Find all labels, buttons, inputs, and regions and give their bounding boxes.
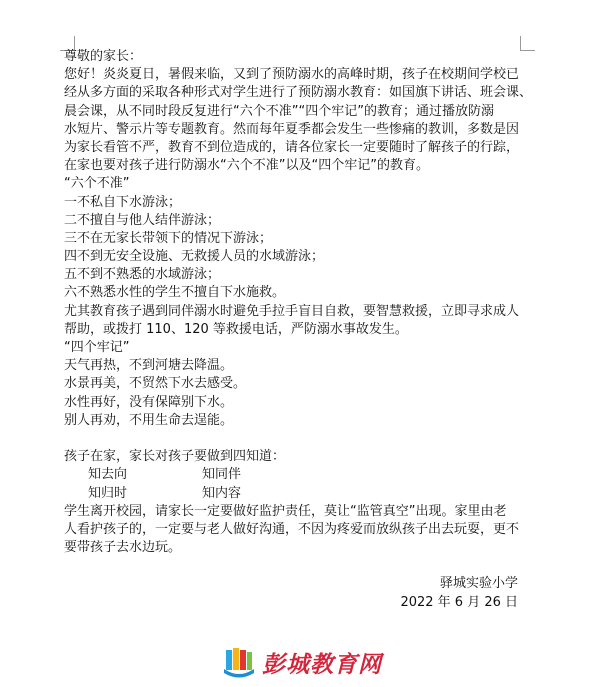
four-know-item: 知同伴 bbox=[202, 467, 242, 483]
four-remember-item: 水性再好，没有保障别下水。 bbox=[64, 394, 234, 410]
six-rules-title: “六个不准” bbox=[64, 176, 130, 192]
four-remember-title: “四个牢记” bbox=[64, 340, 130, 355]
watermark-logo bbox=[222, 645, 382, 679]
para1-line: 晨会课，从不同时段反复进行“六个不准”“四个牢记”的教育；通过播放防溺 bbox=[64, 103, 494, 119]
rescue-line: 帮助，或拨打 110、120 等救援电话，严防溺水事故发生。 bbox=[64, 321, 408, 337]
six-rule-item: 一不私自下水游泳； bbox=[64, 194, 182, 210]
para1-line: 经从多方面的采取各种形式对学生进行了预防溺水教育：如国旗下讲话、班会课、 bbox=[64, 85, 533, 101]
blank-line bbox=[64, 430, 530, 448]
greeting: 尊敬的家长： bbox=[64, 49, 143, 64]
six-rule-item: 六不熟悉水性的学生不擅自下水施救。 bbox=[64, 285, 286, 301]
four-know-row bbox=[64, 466, 530, 484]
para1-line: 在家也要对孩子进行防溺水“六个不准”以及“四个牢记”的教育。 bbox=[64, 158, 429, 174]
four-know-item: 知内容 bbox=[202, 485, 242, 501]
open-book-icon bbox=[222, 645, 256, 679]
para1-line: 水短片、警示片等专题教育。然而每年夏季都会发生一些惨痛的教训，多数是因 bbox=[64, 121, 520, 137]
letter-body bbox=[64, 48, 533, 612]
six-rule-item: 四不到无安全设施、无救援人员的水域游泳； bbox=[64, 249, 325, 265]
rescue-line: 尤其教育孩子遇到同伴溺水时避免手拉手盲目自救，要智慧救援，立即寻求成人 bbox=[64, 303, 520, 319]
closing-line: 要带孩子去水边玩。 bbox=[64, 540, 182, 556]
four-know-row bbox=[64, 485, 530, 503]
six-rule-item: 三不在无家长带领下的情况下游泳； bbox=[64, 230, 273, 246]
four-remember-item: 水景再美，不贸然下水去感受。 bbox=[64, 376, 247, 392]
four-remember-item: 天气再热，不到河塘去降温。 bbox=[64, 358, 234, 374]
watermark-text: 彭城教育网 bbox=[262, 651, 382, 678]
four-remember-item: 别人再劝，不用生命去逞能。 bbox=[64, 412, 234, 428]
six-rule-item: 五不到不熟悉的水域游泳； bbox=[64, 267, 221, 283]
para1-line: 您好！炎炎夏日，暑假来临，又到了预防溺水的高峰时期，孩子在校期间学校已 bbox=[64, 67, 520, 83]
closing-line: 学生离开校园，请家长一定要做好监护责任，莫让“监管真空”出现。家里由老 bbox=[64, 503, 507, 519]
four-know-intro: 孩子在家，家长对孩子要做到四知道： bbox=[64, 449, 286, 465]
six-rule-item: 二不擅自与他人结伴游泳； bbox=[64, 212, 221, 228]
date: 2022 年 6 月 26 日 bbox=[400, 594, 518, 610]
blank-line bbox=[64, 557, 530, 575]
signature: 驿城实验小学 bbox=[439, 576, 518, 592]
four-know-item: 知归时 bbox=[88, 485, 128, 501]
closing-line: 人看护孩子的，一定要与老人做好沟通，不因为疼爱而放纵孩子出去玩耍，更不 bbox=[64, 521, 520, 537]
para1-line: 为家长看管不严，教育不到位造成的，请各位家长一定要随时了解孩子的行踪， bbox=[64, 139, 520, 155]
four-know-item: 知去向 bbox=[88, 467, 128, 483]
